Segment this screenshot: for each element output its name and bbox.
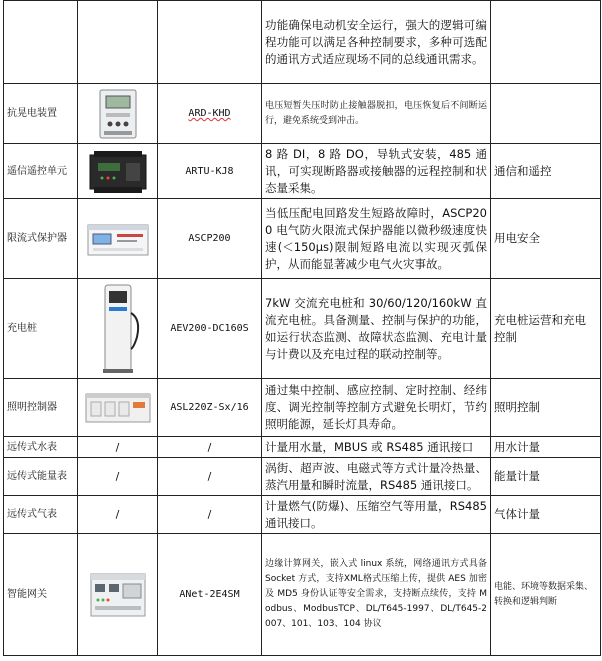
row-image <box>78 534 158 656</box>
row-model: / <box>158 496 262 534</box>
row-name: 照明控制器 <box>4 379 78 437</box>
row-category: 用电安全 <box>491 199 601 279</box>
row-category: 通信和遥控 <box>491 144 601 199</box>
anti-sag-device-icon <box>88 88 148 140</box>
row-category <box>491 1 601 84</box>
row-model: / <box>158 437 262 458</box>
row-model: ASL220Z-Sx/16 <box>158 379 262 437</box>
row-image: / <box>78 458 158 496</box>
row-function: 边缘计算网关，嵌入式 linux 系统，网络通讯方式具备 Socket 方式，支持XML格式压缩上传，提供 AES 加密及 MD5 身份认证等安全需求，支持断点续传，支持 Modbus、ModbusTCP、DL/T645-1997、DL/T645-2007、101、103、104 协议 <box>262 534 491 656</box>
table-row <box>4 279 601 379</box>
row-name: 限流式保护器 <box>4 199 78 279</box>
row-category: 充电桩运营和充电控制 <box>491 279 601 379</box>
row-image <box>78 199 158 279</box>
remote-control-unit-icon <box>86 147 150 195</box>
row-name: 智能网关 <box>4 534 78 656</box>
row-name: 远传式气表 <box>4 496 78 534</box>
row-name: 远传式水表 <box>4 437 78 458</box>
row-category <box>491 84 601 144</box>
row-name: 遥信遥控单元 <box>4 144 78 199</box>
row-function: 通过集中控制、感应控制、定时控制、经纬度、调光控制等控制方式避免长明灯，节约照明能源，延长灯具寿命。 <box>262 379 491 437</box>
row-model: AEV200-DC160S <box>158 279 262 379</box>
row-category: 能量计量 <box>491 458 601 496</box>
row-function: 计量用水量，MBUS 或 RS485 通讯接口 <box>262 437 491 458</box>
row-name: 充电桩 <box>4 279 78 379</box>
row-model: ARD-KHD <box>188 108 231 119</box>
row-category: 照明控制 <box>491 379 601 437</box>
row-image <box>78 1 158 84</box>
row-function: 功能确保电动机安全运行，强大的逻辑可编程功能可以满足各种控制要求，多种可选配的通讯方式适应现场不同的总线通讯需求。 <box>262 1 491 84</box>
table-row <box>4 379 601 437</box>
current-limiting-protector-icon <box>85 217 151 261</box>
row-image <box>78 279 158 379</box>
row-category: 电能、环境等数据采集、转换和逻辑判断 <box>491 534 601 656</box>
row-model: / <box>158 458 262 496</box>
table-row <box>4 437 601 458</box>
row-function: 计量燃气(防爆)、压缩空气等用量，RS485 通讯接口。 <box>262 496 491 534</box>
row-function: 电压短暂失压时防止接触器脱扣，电压恢复后不间断运行，避免系统受到冲击。 <box>262 84 491 144</box>
row-image <box>78 84 158 144</box>
row-function: 涡街、超声波、电磁式等方式计量冷热量、蒸汽用量和瞬时流量，RS485 通讯接口。 <box>262 458 491 496</box>
row-category: 用水计量 <box>491 437 601 458</box>
table-row <box>4 144 601 199</box>
row-image <box>78 379 158 437</box>
table-row <box>4 458 601 496</box>
charging-pile-icon <box>93 283 143 375</box>
product-table <box>3 0 601 656</box>
lighting-controller-icon <box>83 388 153 428</box>
table-row <box>4 199 601 279</box>
row-function: 7kW 交流充电桩和 30/60/120/160kW 直流充电桩。具备测量、控制与保护的功能，如运行状态监测、故障状态监测、充电计量与计费以及充电过程的联动控制等。 <box>262 279 491 379</box>
row-image <box>78 144 158 199</box>
row-function: 当低压配电回路发生短路故障时，ASCP200 电气防火限流式保护器能以微秒级速度快速(＜150μs)限制短路电流以实现灭弧保护，从而能显著减少电气火灾事故。 <box>262 199 491 279</box>
row-image: / <box>78 496 158 534</box>
row-function: 8 路 DI，8 路 DO，导轨式安装，485 通讯，可实现断路器或接触器的远程控制和状态量采集。 <box>262 144 491 199</box>
row-image: / <box>78 437 158 458</box>
row-model <box>158 1 262 84</box>
row-model: ANet-2E4SM <box>158 534 262 656</box>
row-category: 气体计量 <box>491 496 601 534</box>
table-row <box>4 1 601 84</box>
row-model: ASCP200 <box>158 199 262 279</box>
table-row <box>4 84 601 144</box>
row-name: 远传式能量表 <box>4 458 78 496</box>
table-row <box>4 496 601 534</box>
row-model: ARTU-KJ8 <box>158 144 262 199</box>
row-name <box>4 1 78 84</box>
row-name: 抗晃电装置 <box>4 84 78 144</box>
smart-gateway-icon <box>85 564 151 626</box>
table-row <box>4 534 601 656</box>
